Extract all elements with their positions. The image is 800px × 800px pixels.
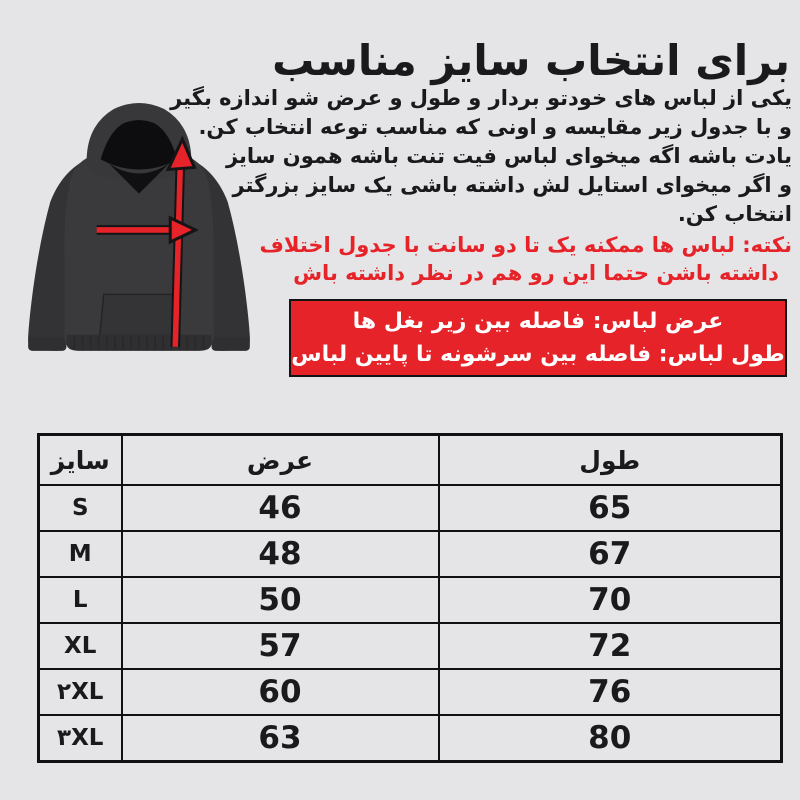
width-cell: 48 — [122, 531, 439, 577]
page-title: برای انتخاب سایز مناسب — [272, 36, 790, 86]
intro-paragraph — [170, 84, 792, 229]
intro-line: یادت باشه اگه میخوای لباس فیت تنت باشه همون سایز — [225, 144, 792, 168]
table-row — [39, 531, 782, 577]
note-line: نکته: لباس ها ممکنه یک تا دو سانت با جدول اختلاف — [259, 233, 792, 257]
note-paragraph — [259, 231, 792, 287]
length-cell: 72 — [439, 623, 782, 669]
size-cell: L — [39, 577, 122, 623]
length-cell: 76 — [439, 669, 782, 715]
size-table — [37, 433, 783, 763]
intro-line: انتخاب کن. — [677, 202, 792, 226]
note-line: داشته باشن حتما این رو هم در نظر داشته باش — [293, 261, 779, 285]
size-cell: M — [39, 531, 122, 577]
length-cell: 80 — [439, 715, 782, 762]
intro-line: یکی از لباس های خودتو بردار و طول و عرض شو اندازه بگیر — [170, 86, 792, 110]
length-cell: 65 — [439, 485, 782, 531]
hoodie-left-cuff — [28, 337, 66, 351]
length-cell: 70 — [439, 577, 782, 623]
table-row — [39, 577, 782, 623]
width-cell: 46 — [122, 485, 439, 531]
length-cell: 67 — [439, 531, 782, 577]
width-cell: 57 — [122, 623, 439, 669]
definition-width: عرض لباس: فاصله بین زیر بغل ها — [352, 309, 724, 334]
intro-line: و اگر میخوای استایل لش داشته باشی یک سایز بزرگتر — [232, 173, 792, 197]
header-size: سایز — [39, 435, 122, 486]
table-row — [39, 485, 782, 531]
size-cell: ۳XL — [39, 715, 122, 762]
hoodie-right-cuff — [212, 337, 250, 351]
size-cell: XL — [39, 623, 122, 669]
table-row — [39, 669, 782, 715]
width-cell: 50 — [122, 577, 439, 623]
definition-length: طول لباس: فاصله بین سرشونه تا پایین لباس — [291, 342, 785, 367]
width-cell: 63 — [122, 715, 439, 762]
table-row — [39, 715, 782, 762]
definitions-box — [289, 299, 787, 377]
table-row — [39, 623, 782, 669]
table-header-row — [39, 435, 782, 486]
intro-line: و با جدول زیر مقایسه و اونی که مناسب توعه انتخاب کن. — [198, 115, 792, 139]
size-cell: ۲XL — [39, 669, 122, 715]
header-length: طول — [439, 435, 782, 486]
width-cell: 60 — [122, 669, 439, 715]
header-width: عرض — [122, 435, 439, 486]
size-cell: S — [39, 485, 122, 531]
